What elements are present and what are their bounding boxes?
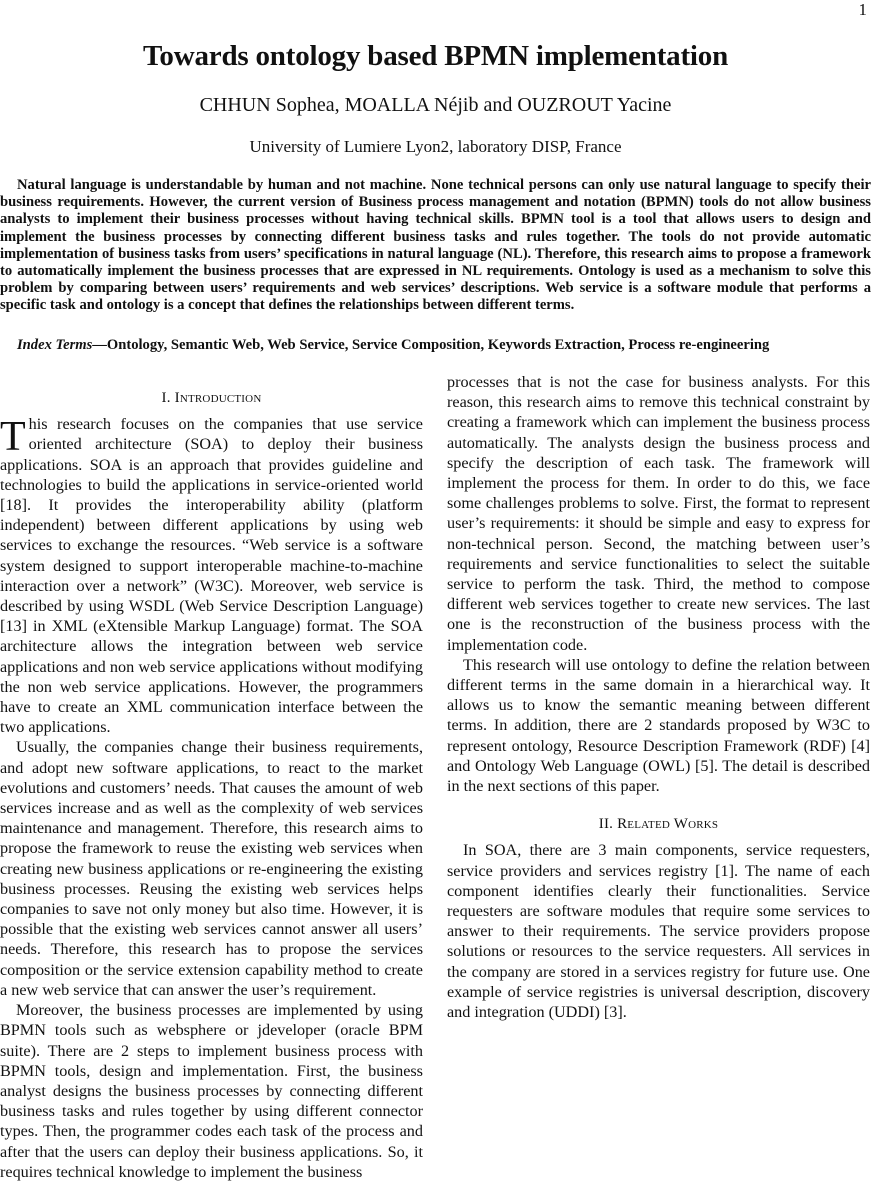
intro-paragraph-3: Moreover, the business processes are implemented by using BPMN tools such as websphere or jdeveloper (oracle BPM suite). There are 2 steps to implement business process with BPMN tools, design and implementation. First, the business analyst designs the business processes by connecting different business tasks and rules together by using different connector types. Then, the programmer codes each task of the process and after that the users can deploy their business applications. So, it requires technical knowledge to implement the business — [0, 1001, 423, 1181]
related-paragraph-1: In SOA, there are 3 main components, service requesters, service providers and services registry [1]. The name of each component identifies clearly their functionalities. Service requesters are software modules that require some services to answer to their requirements. The service providers propose solutions or resources to the service requesters. All services in the company are stored in a services registry for future use. One example of service registries is universal description, discovery and integration (UDDI) [3]. — [447, 841, 870, 1022]
abstract: Natural language is understandable by human and not machine. None technical persons can only use natural language to specify their business requirements. However, the current version of Business process management and notation (BPMN) tools do not allow business analysts to implement their business processes without having technical skills. BPMN tool is a tool that allows users to design and implement the business processes by connecting different business tasks and rules together. The tools do not provide automatic implementation of business tasks from users’ specifications in natural language (NL). Therefore, this research aims to propose a framework to automatically implement the business processes that are expressed in NL requirements. Ontology is used as a mechanism to solve this problem by comparing between users’ requirements and web services’ descriptions. Web service is a software module that performs a specific task and ontology is a concept that defines the relationships between different terms. — [0, 177, 871, 314]
section-heading-related-works — [447, 814, 870, 834]
intro-paragraph-4: This research will use ontology to define the relation between different terms in the same domain in a hierarchical way. It allows us to know the semantic meaning between different terms. In addition, there are 2 standards proposed by W3C to represent ontology, Resource Description Framework (RDF) [4] and Ontology Web Language (OWL) [5]. The detail is described in the next sections of this paper. — [447, 655, 870, 796]
paper-title: Towards ontology based BPMN implementation — [142, 40, 729, 72]
index-terms-label: Index Terms — [17, 337, 93, 353]
section-numeral: II. — [598, 816, 614, 833]
section-numeral: I. — [161, 390, 171, 406]
affiliation: University of Lumiere Lyon2, laboratory DISP, France — [249, 137, 622, 156]
intro-paragraph-1-text: his research focuses on the companies that use service oriented architecture (SOA) to deploy their business applications. SOA is an approach that provides guideline and technologies to build the applications in service-oriented world [18]. It provides the interoperability ability (platform independent) between different applications by using web services to exchange the resources. “Web service is a software system designed to support interoperable machine-to-machine interaction over a network” (W3C). Moreover, web service is described by using WSDL (Web Service Description Language) [13] in XML (eXtensible Markup Language) format. The SOA architecture allows the integration between web service applications and non web service applications without modifying the non web service applications. However, the programmers have to create an XML communication interface between the two applications. — [0, 415, 423, 737]
intro-paragraph-1 — [0, 414, 423, 737]
section-heading-introduction — [0, 388, 423, 408]
section-title: Related Works — [617, 816, 719, 833]
intro-paragraph-2: Usually, the companies change their business requirements, and adopt new software applications, to react to the market evolutions and customers’ needs. That causes the amount of web services increase and as well as the complexity of web services maintenance and management. Therefore, this research aims to propose the framework to reuse the existing web services when creating new business applications or re-engineering the existing business processes. Reusing the existing web services helps companies to save not only money but also time. However, it is possible that the existing web services cannot answer all users’ needs. Therefore, this research has to propose the services composition or the service extension capability method to create a new web service that can answer the user’s requirement. — [0, 738, 423, 999]
drop-cap: T — [0, 414, 26, 461]
page-number: 1 — [858, 0, 867, 19]
right-column — [447, 372, 870, 1022]
authors: CHHUN Sophea, MOALLA Néjib and OUZROUT Yacine — [199, 94, 672, 116]
index-terms-text: —Ontology, Semantic Web, Web Service, Service Composition, Keywords Extraction, Process re-engineering — [92, 337, 770, 353]
index-terms — [0, 337, 871, 354]
left-column — [0, 372, 423, 1182]
intro-paragraph-3-continued: processes that is not the case for business analysts. For this reason, this research aims to remove this technical constraint by creating a framework which can implement the business process automatically. The analysts design the business process and specify the description of each task. The framework will implement the process for them. In order to do this, we face some challenges problems to solve. First, the format to represent user’s requirements: it should be simple and easy to express for non-technical person. Second, the matching between user’s requirements and service functionalities to select the suitable service to perform the task. Third, the method to compose different web services together to create new services. The last one is the reconstruction of the business process with the implementation code. — [447, 373, 870, 654]
section-title: Introduction — [174, 390, 262, 406]
